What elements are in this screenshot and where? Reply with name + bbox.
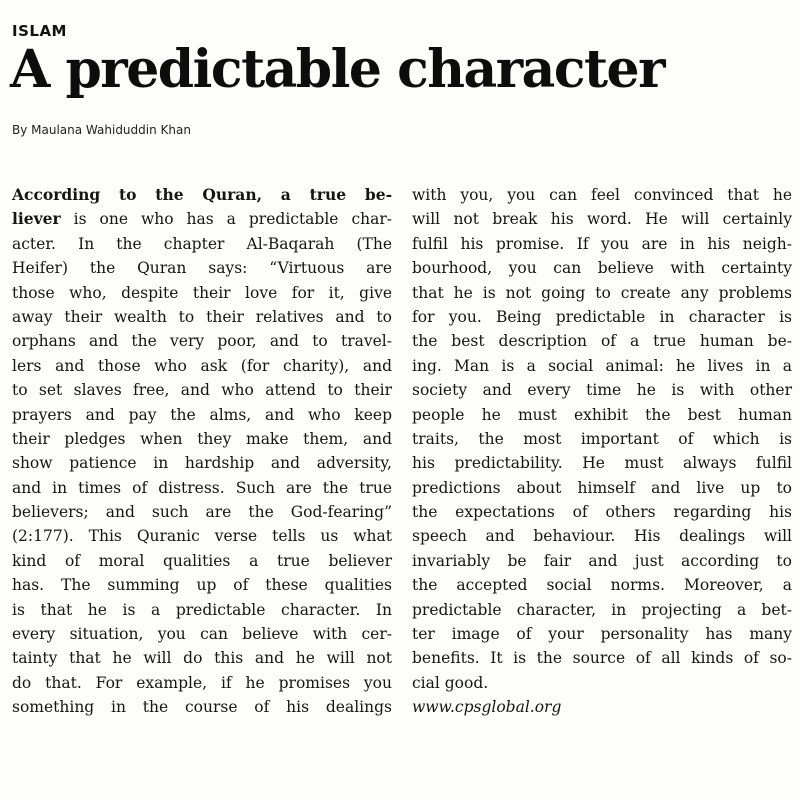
body-line: bourhood, you can believe with certainty <box>412 259 792 278</box>
website-link[interactable]: www.cpsglobal.org <box>412 698 562 717</box>
body-line <box>12 183 392 207</box>
body-line: speech and behaviour. His dealings will <box>412 527 792 546</box>
article-headline: A predictable character <box>10 39 664 100</box>
body-line: lers and those who ask (for charity), and <box>12 356 392 375</box>
body-line: the accepted social norms. Moreover, a <box>412 576 792 595</box>
body-line: the expectations of others regarding his <box>412 503 792 522</box>
body-line: invariably be fair and just according to <box>412 551 792 570</box>
body-line: something in the course of his dealings <box>12 698 392 717</box>
body-line: their pledges when they make them, and <box>12 429 392 448</box>
body-line: and in times of distress. Such are the true <box>12 478 392 497</box>
body-line: those who, despite their love for it, give <box>12 283 392 302</box>
body-line: to set slaves free, and who attend to their <box>12 381 392 400</box>
body-line: show patience in hardship and adversity, <box>12 454 392 473</box>
body-line: people he must exhibit the best human <box>412 405 792 424</box>
body-line: benefits. It is the source of all kinds of so- <box>412 649 792 668</box>
body-line: with you, you can feel convinced that he <box>412 186 792 204</box>
body-line: has. The summing up of these qualities <box>12 576 392 595</box>
article-column-right <box>412 183 792 720</box>
body-line: believers; and such are the God-fearing” <box>12 503 392 522</box>
body-line: (2:177). This Quranic verse tells us what <box>12 527 392 546</box>
article-column-left <box>12 183 392 720</box>
body-line: traits, the most important of which is <box>412 429 792 448</box>
body-line: do that. For example, if he promises you <box>12 673 392 692</box>
body-line: the best description of a true human be- <box>412 332 792 351</box>
body-line: society and every time he is with other <box>412 381 792 400</box>
body-line: kind of moral qualities a true believer <box>12 551 392 570</box>
body-line: ing. Man is a social animal: he lives in a <box>412 356 792 375</box>
body-line: for you. Being predictable in character is <box>412 307 792 326</box>
body-line: every situation, you can believe with cer- <box>12 625 392 644</box>
body-line: predictable character, in projecting a bet- <box>412 600 792 619</box>
article-byline: By Maulana Wahiduddin Khan <box>12 123 191 137</box>
body-line <box>12 207 392 231</box>
lead-in-text: According to the Quran, a true be- <box>12 185 392 204</box>
body-line: tainty that he will do this and he will not <box>12 649 392 668</box>
body-line: predictions about himself and live up to <box>412 478 792 497</box>
body-line: orphans and the very poor, and to travel- <box>12 332 392 351</box>
body-line: Heifer) the Quran says: “Virtuous are <box>12 259 392 278</box>
body-line: will not break his word. He will certainly <box>412 210 792 229</box>
lead-in-text: liever <box>12 209 61 229</box>
body-line: that he is not going to create any problems <box>412 283 792 302</box>
section-label: ISLAM <box>12 22 67 40</box>
body-line: cial good. <box>412 673 489 692</box>
body-line: acter. In the chapter Al-Baqarah (The <box>12 234 392 253</box>
body-line: prayers and pay the alms, and who keep <box>12 405 392 424</box>
body-line: his predictability. He must always fulfil <box>412 454 792 473</box>
body-line: fulfil his promise. If you are in his neigh- <box>412 234 792 253</box>
body-line: ter image of your personality has many <box>412 625 792 644</box>
body-text: is one who has a predictable char- <box>60 210 392 229</box>
body-line: is that he is a predictable character. In <box>12 600 392 619</box>
body-line: away their wealth to their relatives and to <box>12 307 392 326</box>
